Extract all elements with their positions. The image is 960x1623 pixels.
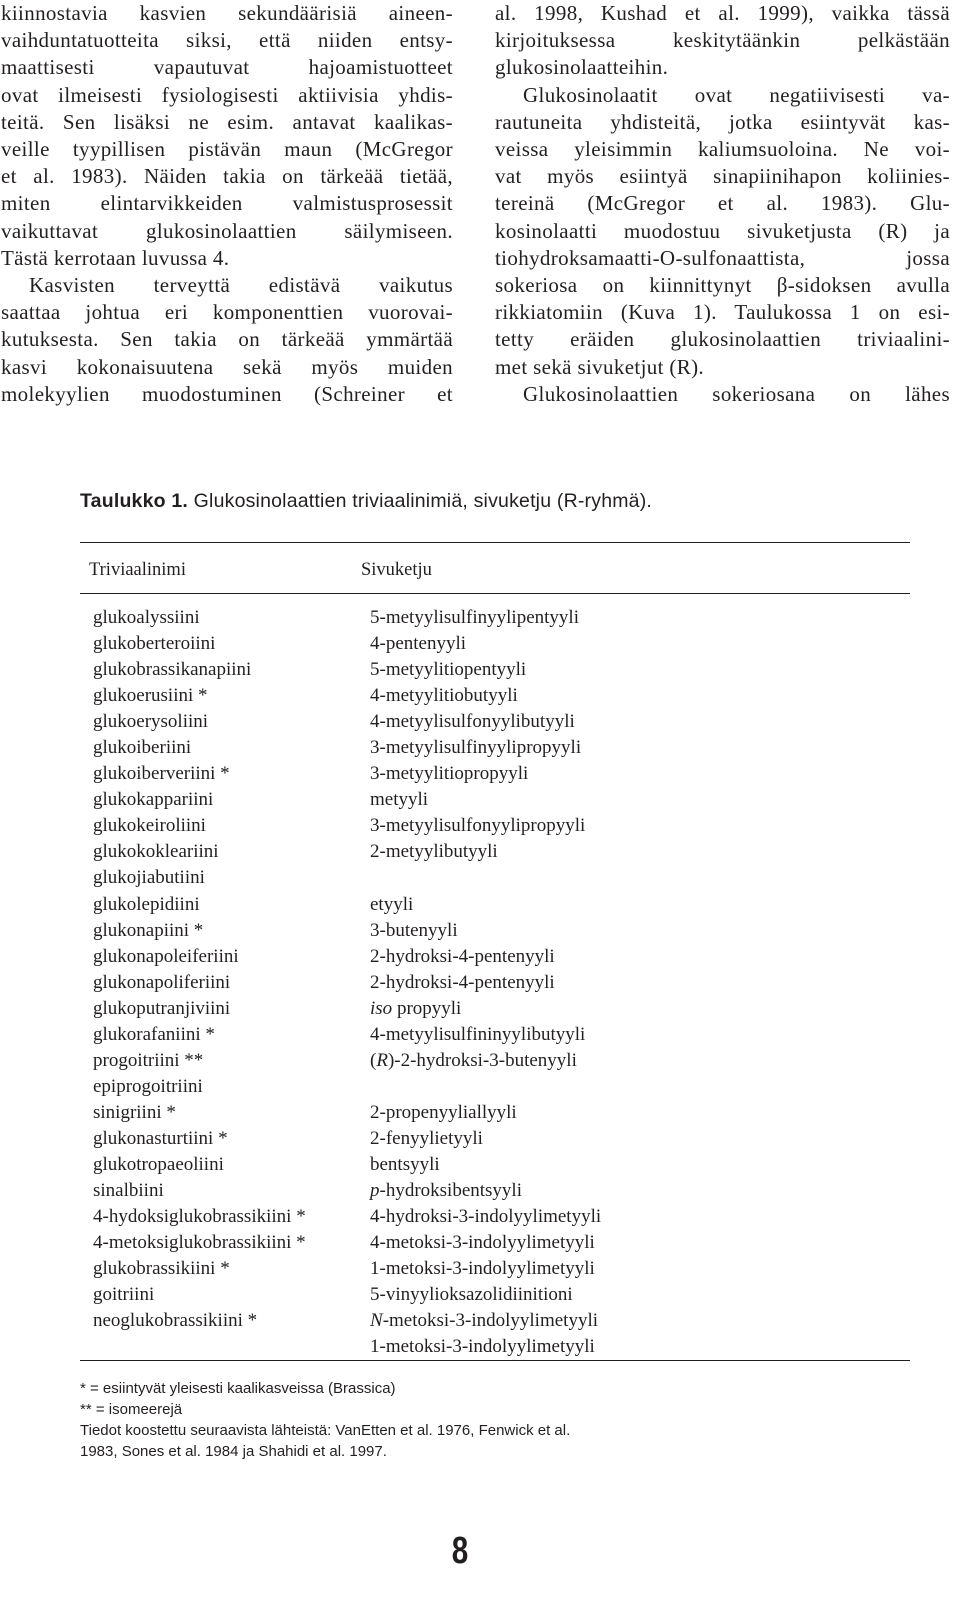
side-chain-text: 2-fenyylietyyli [370, 1127, 483, 1149]
side-chain-text: -hydroksibentsyyli [379, 1180, 522, 1202]
table-row [0, 1204, 960, 1230]
trivial-name-cell: glukoerusiini * [93, 685, 208, 707]
text-line: vaikuttavat glukosinolaattien säilymiseen. [1, 218, 453, 243]
trivial-name-cell: neoglukobrassikiini * [93, 1310, 258, 1332]
side-chain-cell [370, 970, 555, 996]
text-line: tetty eräiden glukosinolaattien triviaalini- [495, 327, 950, 352]
table-caption-text: Glukosinolaattien triviaalinimiä, sivuketju (R-ryhmä). [193, 490, 653, 512]
trivial-name-cell: progoitriini ** [93, 1049, 204, 1071]
text-line: Glukosinolaatit ovat negatiivisesti va- [523, 82, 950, 107]
side-chain-prefix: ( [370, 1049, 377, 1071]
text-line: tiohydroksamaatti-O-sulfonaattista, jossa [495, 245, 950, 270]
side-chain-text: bentsyyli [370, 1153, 440, 1175]
trivial-name-cell: glukonapoliferiini [93, 971, 231, 993]
footnote: * = esiintyvät yleisesti kaalikasveissa (Brassica) [80, 1380, 396, 1397]
side-chain-text: 4-pentenyyli [370, 633, 467, 655]
side-chain-cell [370, 1022, 585, 1048]
table-row [0, 813, 960, 839]
footnote: ** = isomeerejä [80, 1401, 183, 1418]
side-chain-cell [370, 1048, 577, 1074]
table-caption [80, 490, 652, 513]
trivial-name-cell: glukonapiini * [93, 919, 204, 941]
side-chain-text: 2-hydroksi-4-pentenyyli [370, 945, 555, 967]
trivial-name-cell: glukojiabutiini [93, 867, 205, 889]
trivial-name-cell: glukotropaeoliini [93, 1153, 224, 1175]
side-chain-cell [370, 709, 575, 735]
trivial-name-cell: glukoberteroiini [93, 633, 216, 655]
table-row [0, 657, 960, 683]
text-line: veissa yleisimmin kaliumsuoloina. Ne voi- [495, 137, 950, 162]
side-chain-cell [370, 1100, 517, 1126]
footnote: Tiedot koostettu seuraavista lähteistä: VanEtten et al. 1976, Fenwick et al. [80, 1422, 571, 1439]
side-chain-cell [370, 1282, 573, 1308]
side-chain-text: 3-metyylisulfinyylipropyyli [370, 737, 582, 759]
trivial-name-cell: glukoalyssiini [93, 607, 200, 628]
side-chain-italic: iso [370, 997, 393, 1019]
trivial-name-cell: glukokokleariini [93, 841, 219, 863]
side-chain-cell [370, 1256, 595, 1282]
side-chain-text: 3-metyylitiopropyyli [370, 763, 529, 785]
side-chain-text: 4-metyylitiobutyyli [370, 685, 518, 707]
side-chain-text: propyyli [392, 997, 462, 1019]
side-chain-text: 2-propenyyliallyyli [370, 1101, 517, 1123]
text-line: met sekä sivuketjut (R). [495, 354, 705, 379]
table-row [0, 761, 960, 787]
table-header-side-chain: Sivuketju [361, 560, 432, 580]
text-line: rautuneita yhdisteitä, jotka esiintyvät kas- [495, 109, 950, 134]
table-row [0, 787, 960, 813]
side-chain-cell [370, 605, 579, 631]
table-top-rule [80, 542, 910, 543]
trivial-name-cell: goitriini [93, 1284, 155, 1306]
side-chain-cell [370, 892, 413, 918]
text-line: rikkiatomiin (Kuva 1). Taulukossa 1 on esi- [495, 300, 950, 325]
text-line: glukosinolaatteihin. [495, 55, 669, 80]
side-chain-cell [370, 1178, 522, 1204]
side-chain-italic: N [370, 1310, 383, 1332]
trivial-name-cell: 4-metoksiglukobrassikiini * [93, 1232, 306, 1254]
right-column [495, 0, 950, 408]
text-line: veille tyypillisen pistävän maun (McGregor [1, 137, 453, 162]
text-line: miten elintarvikkeiden valmistusprosessit [1, 191, 453, 216]
side-chain-text: 4-hydroksi-3-indolyylimetyyli [370, 1206, 602, 1228]
text-line: vaihduntatuotteita siksi, että niiden entsy- [1, 28, 453, 53]
side-chain-cell [370, 1230, 595, 1256]
side-chain-text: etyyli [370, 893, 414, 915]
side-chain-text: 5-metyylisulfinyylipentyyli [370, 607, 579, 628]
table-row [0, 1152, 960, 1178]
text-line: Kasvisten terveyttä edistävä vaikutus [29, 273, 453, 298]
table-row [0, 605, 960, 631]
side-chain-text: )-2-hydroksi-3-butenyyli [387, 1049, 577, 1071]
side-chain-text: 5-vinyylioksazolidiinitioni [370, 1284, 573, 1306]
text-line: teitä. Sen lisäksi ne esim. antavat kaalikas- [1, 109, 453, 134]
trivial-name-cell: glukolepidiini [93, 893, 200, 915]
text-line: Tästä kerrotaan luvussa 4. [1, 245, 230, 270]
text-line: kirjoituksessa keskitytäänkin pelkästään [495, 28, 950, 53]
trivial-name-cell: glukorafaniini * [93, 1023, 215, 1045]
side-chain-cell [370, 918, 458, 944]
table-row [0, 865, 960, 891]
side-chain-cell [370, 839, 498, 865]
side-chain-cell [370, 944, 555, 970]
trivial-name-cell: 4-hydoksiglukobrassikiini * [93, 1206, 306, 1228]
side-chain-cell [370, 787, 428, 813]
table-caption-label: Taulukko 1. [80, 490, 189, 512]
table-row [0, 1100, 960, 1126]
side-chain-cell [370, 1126, 483, 1152]
side-chain-text: 3-butenyyli [370, 919, 458, 941]
side-chain-cell [370, 1204, 601, 1230]
table-row [0, 996, 960, 1022]
side-chain-text: 2-hydroksi-4-pentenyyli [370, 971, 555, 993]
side-chain-text: 4-metoksi-3-indolyylimetyyli [370, 1232, 595, 1254]
side-chain-text: -metoksi-3-indolyylimetyyli [382, 1310, 598, 1332]
trivial-name-cell: glukobrassikanapiini [93, 659, 252, 681]
table-row [0, 1022, 960, 1048]
table-row [0, 1230, 960, 1256]
table-row [0, 918, 960, 944]
body-text [0, 0, 960, 470]
side-chain-cell [370, 1308, 598, 1334]
table-row [0, 970, 960, 996]
table-header-trivial-name: Triviaalinimi [89, 560, 186, 580]
table-row [0, 735, 960, 761]
side-chain-cell [370, 1152, 440, 1178]
table-row [0, 1256, 960, 1282]
trivial-name-cell: sinigriini * [93, 1101, 176, 1123]
table-bottom-rule [80, 1360, 910, 1361]
side-chain-text: 1-metoksi-3-indolyylimetyyli [370, 1336, 595, 1358]
trivial-name-cell: glukonapoleiferiini [93, 945, 239, 967]
table-row [0, 1282, 960, 1308]
text-line: al. 1998, Kushad et al. 1999), vaikka tässä [495, 1, 950, 25]
trivial-name-cell: glukoerysoliini [93, 711, 209, 733]
left-column [1, 0, 453, 408]
text-line: Glukosinolaattien sokeriosana on lähes [523, 381, 950, 406]
text-line: sokeriosa on kiinnittynyt β-sidoksen avulla [495, 273, 950, 298]
side-chain-cell [370, 996, 461, 1022]
table-row [0, 1048, 960, 1074]
trivial-name-cell: glukokappariini [93, 789, 214, 811]
text-line: maattisesti vapautuvat hajoamistuotteet [1, 55, 453, 80]
text-line: saattaa johtua eri komponenttien vuorovai- [1, 300, 453, 325]
text-line: molekyylien muodostuminen (Schreiner et [1, 381, 453, 406]
side-chain-italic: R [376, 1049, 388, 1071]
side-chain-cell [370, 813, 585, 839]
trivial-name-cell: glukobrassikiini * [93, 1258, 230, 1280]
table-row [0, 892, 960, 918]
table-row [0, 839, 960, 865]
side-chain-text: 3-metyylisulfonyylipropyyli [370, 815, 586, 837]
table-row [0, 709, 960, 735]
trivial-name-cell: glukoiberiini [93, 737, 192, 759]
table-row [0, 631, 960, 657]
trivial-name-cell: glukoputranjiviini [93, 997, 231, 1019]
text-line: ovat ilmeisesti fysiologisesti aktiivisia yhdis- [1, 82, 453, 107]
side-chain-text: 5-metyylitiopentyyli [370, 659, 527, 681]
table-row [0, 1308, 960, 1334]
side-chain-cell [370, 1334, 595, 1360]
page-number: 8 [451, 1530, 469, 1572]
text-line: vat myös esiintyä sinapiinihapon koliinies- [495, 164, 950, 189]
text-line: kosinolaatti muodostuu sivuketjusta (R) ja [495, 218, 950, 243]
text-line: kutuksesta. Sen takia on tärkeää ymmärtää [1, 327, 453, 352]
table-row [0, 944, 960, 970]
side-chain-cell [370, 631, 466, 657]
text-line: tereinä (McGregor et al. 1983). Glu- [495, 191, 950, 216]
table-row [0, 1074, 960, 1100]
side-chain-text: 4-metyylisulfininyylibutyyli [370, 1023, 586, 1045]
side-chain-text: metyyli [370, 789, 429, 811]
trivial-name-cell: glukoiberveriini * [93, 763, 230, 785]
table-row [0, 1178, 960, 1204]
text-line: et al. 1983). Näiden takia on tärkeää tietää, [1, 164, 453, 189]
trivial-name-cell: glukonasturtiini * [93, 1127, 228, 1149]
side-chain-cell [370, 657, 526, 683]
trivial-name-cell: glukokeiroliini [93, 815, 206, 837]
side-chain-cell [370, 683, 518, 709]
table-row [0, 683, 960, 709]
side-chain-text: 1-metoksi-3-indolyylimetyyli [370, 1258, 595, 1280]
side-chain-cell [370, 761, 528, 787]
text-line: kasvi kokonaisuutena sekä myös muiden [1, 354, 453, 379]
table-header-rule [80, 593, 910, 594]
table-body [0, 605, 960, 1360]
trivial-name-cell: sinalbiini [93, 1180, 164, 1202]
table-row [0, 1334, 960, 1360]
footnote: 1983, Sones et al. 1984 ja Shahidi et al. 1997. [80, 1443, 387, 1460]
side-chain-italic: p [370, 1180, 380, 1202]
side-chain-cell [370, 735, 581, 761]
side-chain-text: 2-metyylibutyyli [370, 841, 498, 863]
side-chain-text: 4-metyylisulfonyylibutyyli [370, 711, 575, 733]
table-footnotes [80, 1378, 570, 1462]
text-line: kiinnostavia kasvien sekundäärisiä aineen- [1, 1, 453, 25]
trivial-name-cell: epiprogoitriini [93, 1075, 203, 1097]
table-row [0, 1126, 960, 1152]
